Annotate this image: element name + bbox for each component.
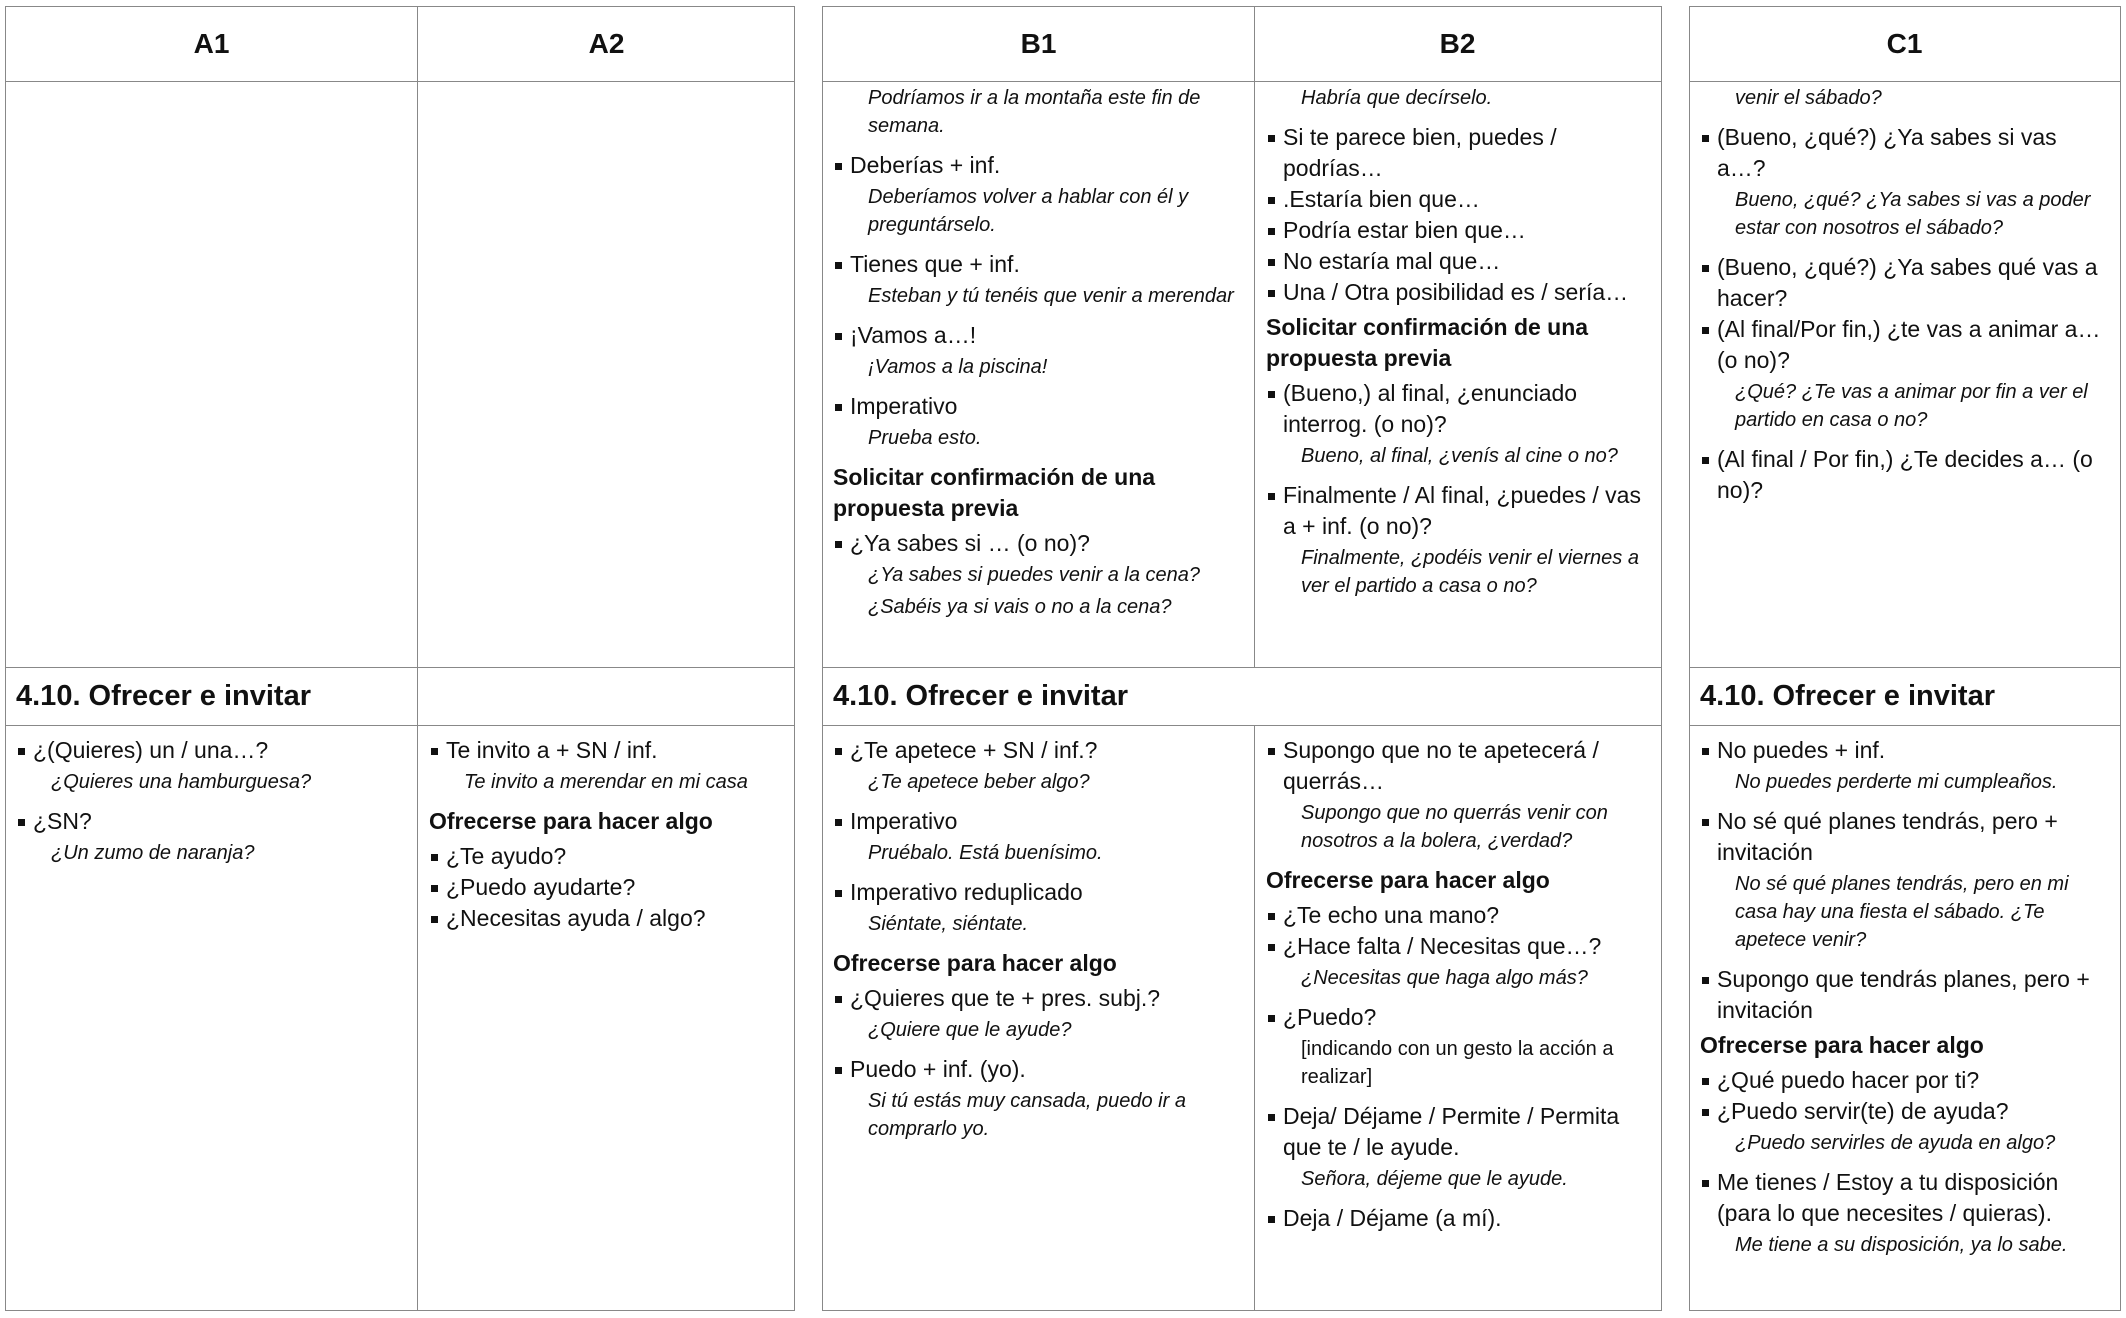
- list-item: Puedo + inf. (yo).: [833, 1054, 1244, 1085]
- header-divider: [823, 81, 1661, 82]
- list-item: ¿SN?: [16, 806, 407, 837]
- list-item: Si te parece bien, puedes / podrías…: [1266, 122, 1651, 184]
- list-item: (Al final/Por fin,) ¿te vas a animar a… (o no)?: [1700, 314, 2109, 376]
- list-item: Deberías + inf.: [833, 150, 1244, 181]
- list-item: Imperativo: [833, 806, 1244, 837]
- section-title-b: 4.10. Ofrecer e invitar: [833, 680, 1128, 712]
- column-divider: [1254, 7, 1255, 667]
- example-text: No sé qué planes tendrás, pero en mi casa hay una fiesta el sábado. ¿Te apetece venir?: [1735, 873, 2069, 951]
- list-item: ¡Vamos a…!: [833, 320, 1244, 351]
- example-text: Te invito a merendar en mi casa: [464, 771, 748, 793]
- list-item: Te invito a + SN / inf.: [429, 735, 785, 766]
- continued-example-text: Habría que decírselo.: [1301, 87, 1493, 109]
- cell-b2-bottom: [1256, 735, 1661, 1305]
- list-item: Imperativo reduplicado: [833, 877, 1244, 908]
- example-text: Finalmente, ¿podéis venir el viernes a ver el partido a casa o no?: [1301, 547, 1639, 597]
- list-item: Imperativo: [833, 391, 1244, 422]
- list-item: Me tienes / Estoy a tu disposición (para lo que necesites / quieras).: [1700, 1167, 2109, 1229]
- example-text: Deberíamos volver a hablar con él y preguntárselo.: [868, 186, 1189, 236]
- example-text: ¿Quiere que le ayude?: [868, 1019, 1072, 1041]
- example-text: Pruébalo. Está buenísimo.: [868, 842, 1103, 864]
- example-text: ¿Quieres una hamburguesa?: [51, 771, 312, 793]
- example-text: ¿Necesitas que haga algo más?: [1301, 967, 1588, 989]
- column-divider: [417, 7, 418, 1310]
- list-item: Deja / Déjame (a mí).: [1266, 1203, 1651, 1234]
- list-item: ¿Quieres que te + pres. subj.?: [833, 983, 1244, 1014]
- example-text: ¿Puedo servirles de ayuda en algo?: [1735, 1132, 2056, 1154]
- list-item: ¿Ya sabes si … (o no)?: [833, 528, 1244, 559]
- list-item: Supongo que no te apetecerá / querrás…: [1266, 735, 1651, 797]
- header-a1: A1: [193, 28, 230, 59]
- list-item: ¿Qué puedo hacer por ti?: [1700, 1065, 2109, 1096]
- header-divider: [6, 81, 794, 82]
- panel-a: [5, 6, 795, 1311]
- cell-c1-top: [1690, 84, 2119, 664]
- cell-b2-top: [1256, 84, 1661, 664]
- list-item: ¿Hace falta / Necesitas que…?: [1266, 931, 1651, 962]
- list-item: ¿Necesitas ayuda / algo?: [429, 903, 785, 934]
- subheading: Solicitar confirmación de una propuesta previa: [1266, 314, 1589, 371]
- continued-example-text: venir el sábado?: [1735, 87, 1882, 109]
- example-text: Bueno, al final, ¿venís al cine o no?: [1301, 445, 1618, 467]
- panel-b: [822, 6, 1662, 1311]
- list-item: ¿Puedo ayudarte?: [429, 872, 785, 903]
- example-text: Señora, déjeme que le ayude.: [1301, 1168, 1568, 1190]
- column-divider-lower: [1254, 725, 1255, 1310]
- list-item: Deja/ Déjame / Permite / Permita que te / le ayude.: [1266, 1101, 1651, 1163]
- continued-example-text: Podríamos ir a la montaña este fin de semana.: [868, 87, 1201, 137]
- list-item: ¿Te echo una mano?: [1266, 900, 1651, 931]
- section-bottom-divider: [823, 725, 1661, 726]
- example-text: ¡Vamos a la piscina!: [868, 356, 1048, 378]
- header-divider: [1690, 81, 2120, 82]
- list-item: (Al final / Por fin,) ¿Te decides a… (o no)?: [1700, 444, 2109, 506]
- example-text: Prueba esto.: [868, 427, 982, 449]
- list-item: No estaría mal que…: [1266, 246, 1651, 277]
- example-text: Me tiene a su disposición, ya lo sabe.: [1735, 1234, 2068, 1256]
- list-item: ¿Te ayudo?: [429, 841, 785, 872]
- note-text: [indicando con un gesto la acción a realizar]: [1301, 1038, 1614, 1088]
- example-text: ¿Qué? ¿Te vas a animar por fin a ver el partido en casa o no?: [1735, 381, 2088, 431]
- subheading: Ofrecerse para hacer algo: [1266, 867, 1550, 893]
- list-item: ¿Puedo?: [1266, 1002, 1651, 1033]
- example-text: Siéntate, siéntate.: [868, 913, 1029, 935]
- subheading: Ofrecerse para hacer algo: [429, 808, 713, 834]
- header-b1: B1: [1020, 28, 1057, 59]
- header-c1: C1: [1886, 28, 1923, 59]
- list-item: Podría estar bien que…: [1266, 215, 1651, 246]
- example-text: No puedes perderte mi cumpleaños.: [1735, 771, 2058, 793]
- example-text: Bueno, ¿qué? ¿Ya sabes si vas a poder estar con nosotros el sábado?: [1735, 189, 2091, 239]
- section-bottom-divider: [6, 725, 794, 726]
- list-item: Supongo que tendrás planes, pero + invitación: [1700, 964, 2109, 1026]
- cell-a1-bottom: [6, 735, 417, 1305]
- cell-b1-bottom: [823, 735, 1254, 1305]
- example-text: Esteban y tú tenéis que venir a merendar: [868, 285, 1234, 307]
- cell-a2-bottom: [419, 735, 795, 1305]
- list-item: No puedes + inf.: [1700, 735, 2109, 766]
- cell-b1-top: [823, 84, 1254, 664]
- header-b2: B2: [1439, 28, 1476, 59]
- list-item: ¿Te apetece + SN / inf.?: [833, 735, 1244, 766]
- list-item: Finalmente / Al final, ¿puedes / vas a + inf. (o no)?: [1266, 480, 1651, 542]
- panel-c: [1689, 6, 2121, 1311]
- subheading: Ofrecerse para hacer algo: [833, 950, 1117, 976]
- list-item: ¿(Quieres) un / una…?: [16, 735, 407, 766]
- list-item: No sé qué planes tendrás, pero + invitación: [1700, 806, 2109, 868]
- example-text: ¿Sabéis ya si vais o no a la cena?: [868, 596, 1172, 618]
- example-text: Supongo que no querrás venir con nosotros a la bolera, ¿verdad?: [1301, 802, 1608, 852]
- example-text: ¿Ya sabes si puedes venir a la cena?: [868, 564, 1201, 586]
- section-title-a: 4.10. Ofrecer e invitar: [16, 680, 311, 712]
- list-item: Una / Otra posibilidad es / sería…: [1266, 277, 1651, 308]
- list-item: .Estaría bien que…: [1266, 184, 1651, 215]
- list-item: (Bueno, ¿qué?) ¿Ya sabes qué vas a hacer?: [1700, 252, 2109, 314]
- example-text: Si tú estás muy cansada, puedo ir a comprarlo yo.: [868, 1090, 1186, 1140]
- header-a2: A2: [588, 28, 625, 59]
- example-text: ¿Un zumo de naranja?: [51, 842, 255, 864]
- list-item: (Bueno, ¿qué?) ¿Ya sabes si vas a…?: [1700, 122, 2109, 184]
- list-item: ¿Puedo servir(te) de ayuda?: [1700, 1096, 2109, 1127]
- section-title-c: 4.10. Ofrecer e invitar: [1700, 680, 1995, 712]
- list-item: (Bueno,) al final, ¿enunciado interrog. (o no)?: [1266, 378, 1651, 440]
- subheading: Solicitar confirmación de una propuesta previa: [833, 464, 1156, 521]
- example-text: ¿Te apetece beber algo?: [868, 771, 1090, 793]
- subheading: Ofrecerse para hacer algo: [1700, 1032, 1984, 1058]
- cell-c1-bottom: [1690, 735, 2119, 1305]
- section-bottom-divider: [1690, 725, 2120, 726]
- list-item: Tienes que + inf.: [833, 249, 1244, 280]
